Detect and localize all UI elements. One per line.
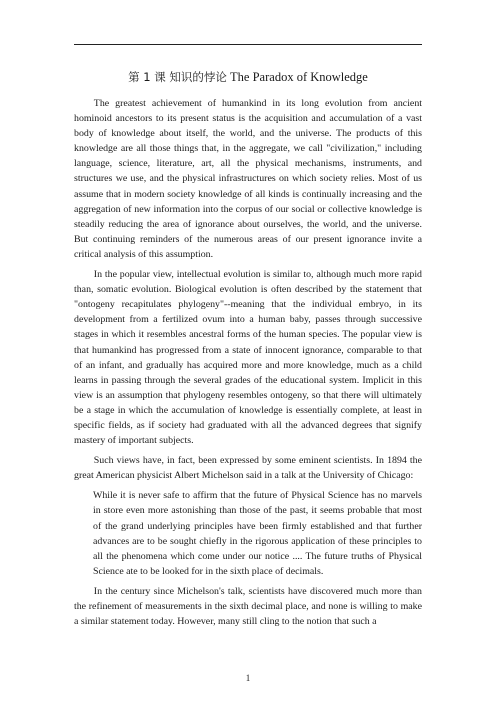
lesson-title [74, 69, 422, 85]
header-rule [74, 44, 422, 45]
paragraph-3: Such views have, in fact, been expressed by some eminent scientists. In 1894 the great American physicist Albert Michelson said in a talk at the University of Chicago: [74, 455, 422, 482]
michelson-quote: While it is never safe to affirm that the future of Physical Science has no marvels in store even more astonishing than those of the past, it seems probable that most of the grand underlying principles have been firmly established and that further advances are to be sought chiefly in the rigorous application of these principles to all the phenomena which come under our notice .... The future truths of Physical Science ate to be looked for in the sixth place of decimals. [93, 490, 422, 577]
paragraph-2: In the popular view, intellectual evolution is similar to, although much more rapid than, somatic evolution. Biological evolution is often described by the statement that "ontogeny recapitulates phylogeny"--meaning that the individual embryo, in its development from a fertilized ovum into a human baby, passes through successive stages in which it resembles ancestral forms of the human species. The popular view is that humankind has progressed from a state of innocent ignorance, comparable to that of an infant, and gradually has acquired more and more knowledge, much as a child learns in passing through the several grades of the educational system. Implicit in this view is an assumption that phylogeny resembles ontogeny, so that there will ultimately be a stage in which the accumulation of knowledge is essentially complete, at least in specific fields, as if society had graduated with all the advanced degrees that signify mastery of important subjects. [74, 269, 422, 447]
paragraph-5: In the century since Michelson's talk, scientists have discovered much more than the refinement of measurements in the sixth decimal place, and none is willing to make a similar statement today. However, many still cling to the notion that such a [74, 585, 422, 628]
page-number: 1 [245, 673, 251, 683]
lesson-title-chinese: 第 1 课 知识的悖论 [128, 70, 227, 84]
paragraph-1: The greatest achievement of humankind in its long evolution from ancient hominoid ancestors to its present status is the acquisition and accumulation of a vast body of knowledge about itself, the world, and the universe. The products of this knowledge are all those things that, in the aggregate, we call "civilization," including language, science, literature, art, all the physical mechanisms, instruments, and structures we use, and the physical infrastructures on which society relies. Most of us assume that in modern society knowledge of all kinds is continually increasing and the aggregation of new information into the corpus of our social or collective knowledge is steadily reducing the area of ignorance about ourselves, the world, and the universe. But continuing reminders of the numerous areas of our present ignorance invite a critical analysis of this assumption. [74, 98, 422, 260]
article-body [74, 96, 422, 634]
lesson-title-english: The Paradox of Knowledge [230, 70, 368, 84]
